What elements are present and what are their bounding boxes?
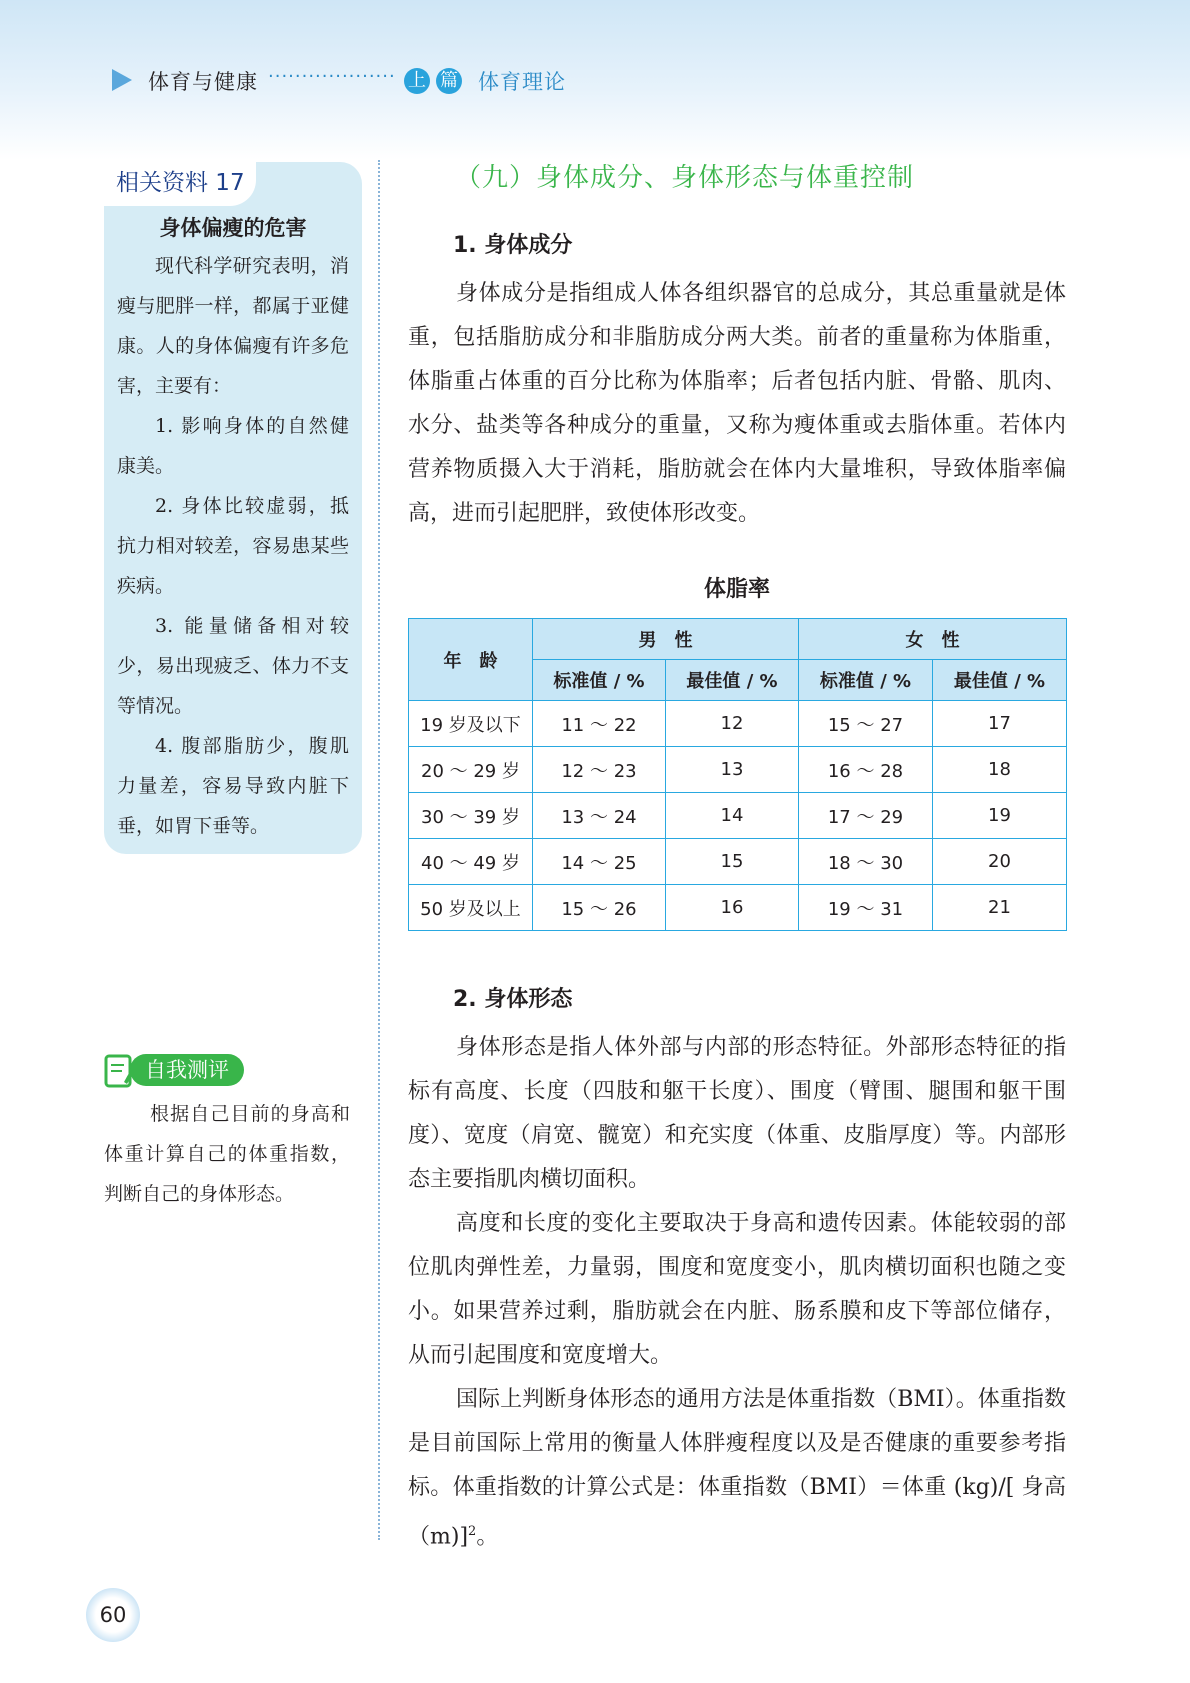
table-cell: 17: [933, 701, 1067, 747]
table-cell: 15 ～ 27: [799, 701, 933, 747]
main-section-title: （九）身体成分、身体形态与体重控制: [455, 163, 915, 193]
table-cell: 19: [933, 793, 1067, 839]
sidebar-paragraph: 1. 影响身体的自然健康美。: [117, 415, 349, 477]
sidebar-paragraph: 2. 身体比较虚弱，抵抗力相对较差，容易患某些疾病。: [117, 495, 349, 597]
male-optimal-header: 最佳值 / %: [666, 660, 799, 701]
age-cell: 20 ～ 29 岁: [409, 747, 533, 793]
page-number: 60: [86, 1588, 140, 1642]
self-assessment-label: 自我测评: [130, 1054, 244, 1086]
column-divider: [378, 160, 380, 1540]
paragraph: 高度和长度的变化主要取决于身高和遗传因素。体能较弱的部位肌肉弹性差，力量弱，围度和宽度变小，肌肉横切面积也随之变小。如果营养过剩，脂肪就会在内脏、肠系膜和皮下等部位储存，从而引起围度和宽度增大。: [408, 1211, 1066, 1368]
section-title: 体育理论: [478, 70, 566, 94]
period: 。: [476, 1524, 499, 1550]
female-optimal-header: 最佳值 / %: [933, 660, 1067, 701]
body-fat-table: [408, 618, 1067, 931]
table-cell: 16: [666, 885, 799, 931]
header-dots: ···················: [268, 66, 396, 87]
male-standard-header: 标准值 / %: [533, 660, 666, 701]
table-row: [409, 747, 1067, 793]
subheading-body-composition: 1. 身体成分: [453, 233, 573, 258]
age-cell: 30 ～ 39 岁: [409, 793, 533, 839]
table-cell: 18 ～ 30: [799, 839, 933, 885]
age-header: 年 龄: [409, 619, 533, 701]
table-cell: 14 ～ 25: [533, 839, 666, 885]
part-badge: 篇: [436, 68, 462, 94]
table-cell: 19 ～ 31: [799, 885, 933, 931]
related-material-text: [117, 246, 349, 846]
table-cell: 21: [933, 885, 1067, 931]
table-row: [409, 701, 1067, 747]
male-header: 男 性: [533, 619, 799, 660]
table-cell: 15 ～ 26: [533, 885, 666, 931]
table-cell: 13: [666, 747, 799, 793]
play-arrow-icon: [112, 69, 132, 91]
table-cell: 17 ～ 29: [799, 793, 933, 839]
age-cell: 40 ～ 49 岁: [409, 839, 533, 885]
body-composition-text: [408, 272, 1066, 536]
related-material-heading: 身体偏瘦的危害: [159, 216, 307, 240]
table-row: [409, 839, 1067, 885]
book-title: 体育与健康: [148, 70, 258, 94]
table-cell: 12: [666, 701, 799, 747]
table-cell: 14: [666, 793, 799, 839]
paragraph: 身体成分是指组成人体各组织器官的总成分，其总重量就是体重，包括脂肪成分和非脂肪成分两大类。前者的重量称为体脂重，体脂重占体重的百分比称为体脂率；后者包括内脏、骨骼、肌肉、水分、盐类等各种成分的重量，又称为瘦体重或去脂体重。若体内营养物质摄入大于消耗，脂肪就会在体内大量堆积，导致体脂率偏高，进而引起肥胖，致使体形改变。: [408, 281, 1066, 526]
table-cell: 12 ～ 23: [533, 747, 666, 793]
sidebar-paragraph: 3. 能量储备相对较少，易出现疲乏、体力不支等情况。: [117, 615, 349, 717]
female-header: 女 性: [799, 619, 1067, 660]
table-row: [409, 885, 1067, 931]
sidebar-paragraph: 4. 腹部脂肪少，腹肌力量差，容易导致内脏下垂，如胃下垂等。: [117, 735, 349, 837]
paragraph: [408, 1378, 1066, 1559]
table-cell: 16 ～ 28: [799, 747, 933, 793]
body-shape-text: [408, 1026, 1066, 1559]
related-material-title: 相关资料 17: [116, 170, 245, 196]
female-standard-header: 标准值 / %: [799, 660, 933, 701]
age-cell: 19 岁及以下: [409, 701, 533, 747]
table-cell: 13 ～ 24: [533, 793, 666, 839]
self-assessment-paragraph: 根据自己目前的身高和体重计算自己的体重指数，判断自己的身体形态。: [104, 1103, 350, 1205]
self-assessment-text: [104, 1094, 350, 1214]
superscript-two: 2: [468, 1524, 477, 1539]
paragraph: 身体形态是指人体外部与内部的形态特征。外部形态特征的指标有高度、长度（四肢和躯干长度）、围度（臂围、腿围和躯干围度）、宽度（肩宽、髋宽）和充实度（体重、皮脂厚度）等。内部形态主要指肌肉横切面积。: [408, 1035, 1066, 1192]
table-cell: 11 ～ 22: [533, 701, 666, 747]
table-caption: 体脂率: [703, 577, 770, 602]
age-cell: 50 岁及以上: [409, 885, 533, 931]
table-cell: 20: [933, 839, 1067, 885]
sidebar-paragraph: 现代科学研究表明，消瘦与肥胖一样，都属于亚健康。人的身体偏瘦有许多危害，主要有：: [117, 255, 349, 397]
table-row: [409, 793, 1067, 839]
bmi-text: 国际上判断身体形态的通用方法是体重指数（BMI）。体重指数是目前国际上常用的衡量人体胖瘦程度以及是否健康的重要参考指标。体重指数的计算公式是：体重指数（BMI）＝体重 (kg)/[ 身高（m)]: [408, 1387, 1066, 1550]
table-cell: 15: [666, 839, 799, 885]
table-cell: 18: [933, 747, 1067, 793]
subheading-body-shape: 2. 身体形态: [453, 987, 573, 1012]
volume-badge: 上: [404, 68, 430, 94]
